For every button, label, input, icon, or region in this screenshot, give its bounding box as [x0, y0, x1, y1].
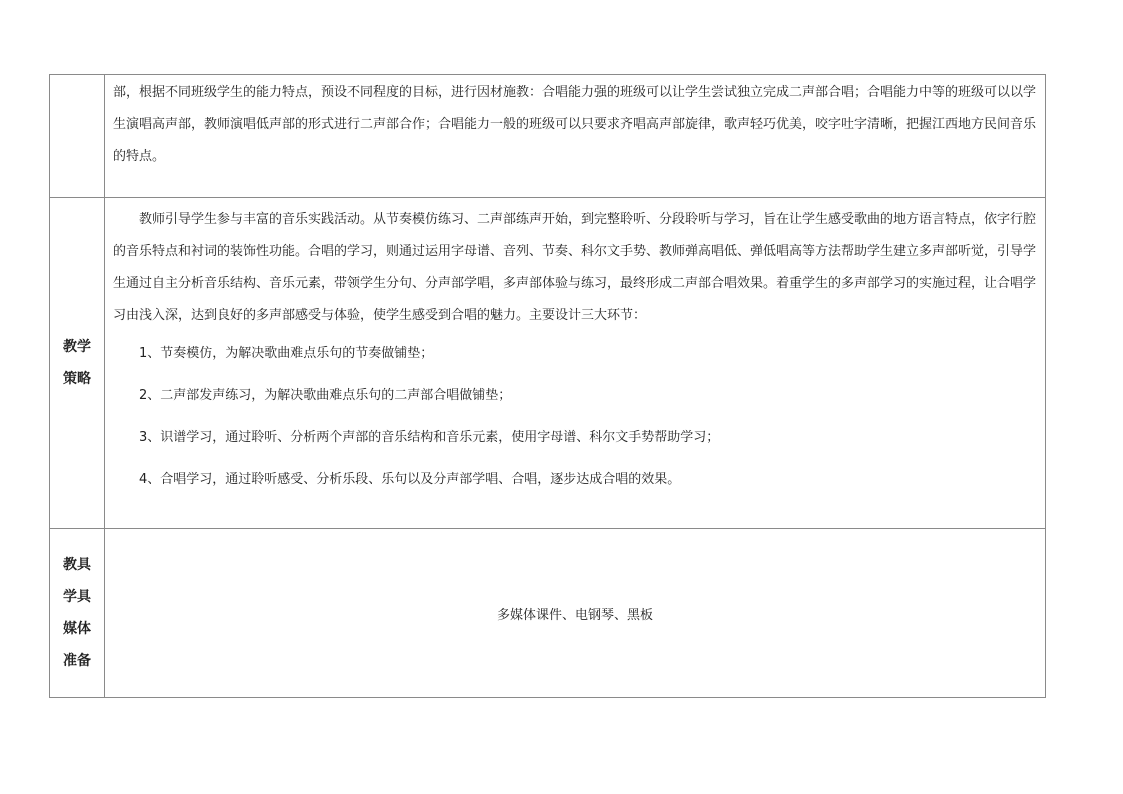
strategy-item-1: 1、节奏模仿，为解决歌曲难点乐句的节奏做铺垫；	[139, 346, 434, 361]
strategy-label	[50, 198, 105, 529]
materials-label	[50, 529, 105, 698]
materials-text: 多媒体课件、电钢琴、黑板	[496, 607, 653, 623]
strategy-label-line1: 教学	[63, 339, 91, 355]
strategy-cell	[105, 198, 1046, 529]
materials-cell	[105, 529, 1046, 698]
strategy-item-4: 4、合唱学习，通过聆听感受、分析乐段、乐句以及分声部学唱、合唱，逐步达成合唱的效果。	[139, 472, 681, 487]
continuation-cell	[105, 75, 1046, 198]
materials-label-line4: 准备	[63, 653, 91, 669]
table-row	[50, 75, 1046, 198]
materials-label-line3: 媒体	[63, 621, 91, 637]
lesson-plan-table	[49, 74, 1046, 698]
materials-label-line2: 学具	[63, 589, 91, 605]
strategy-item-3: 3、识谱学习，通过聆听、分析两个声部的音乐结构和音乐元素，使用字母谱、科尔文手势帮助学习；	[139, 430, 720, 445]
strategy-label-line2: 策略	[63, 371, 91, 387]
continuation-text: 部，根据不同班级学生的能力特点，预设不同程度的目标，进行因材施教：合唱能力强的班级可以让学生尝试独立完成二声部合唱；合唱能力中等的班级可以以学生演唱高声部，教师演唱低声部的形式进行二声部合作；合唱能力一般的班级可以只要求齐唱高声部旋律，歌声轻巧优美，咬字吐字清晰，把握江西地方民间音乐的特点。	[113, 85, 1037, 164]
row-label-empty	[50, 75, 105, 198]
table-row	[50, 198, 1046, 529]
strategy-paragraph: 教师引导学生参与丰富的音乐实践活动。从节奏模仿练习、二声部练声开始，到完整聆听、分段聆听与学习，旨在让学生感受歌曲的地方语言特点，依字行腔的音乐特点和衬词的装饰性功能。合唱的学习，则通过运用字母谱、音列、节奏、科尔文手势、教师弹高唱低、弹低唱高等方法帮助学生建立多声部听觉，引导学生通过自主分析音乐结构、音乐元素，带领学生分句、分声部学唱，多声部体验与练习，最终形成二声部合唱效果。着重学生的多声部学习的实施过程，让合唱学习由浅入深，达到良好的多声部感受与体验，使学生感受到合唱的魅力。主要设计三大环节：	[113, 212, 1037, 323]
table-row	[50, 529, 1046, 698]
materials-label-line1: 教具	[63, 557, 91, 573]
strategy-item-2: 2、二声部发声练习，为解决歌曲难点乐句的二声部合唱做铺垫；	[139, 388, 512, 403]
